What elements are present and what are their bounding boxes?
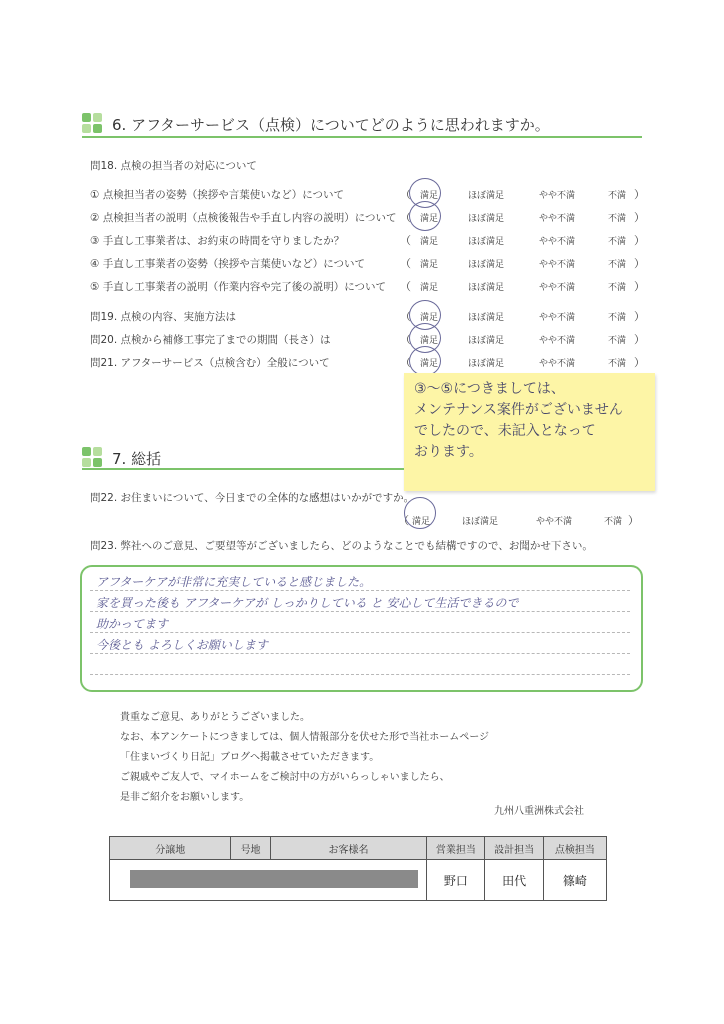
option-satisfied: 満足 (420, 237, 439, 247)
option-somewhat-dissatisfied: やや不満 (539, 336, 576, 346)
close-paren: ） (634, 280, 645, 293)
option-mostly-satisfied: ほぼ満足 (468, 313, 505, 323)
option-satisfied: 満足 (420, 359, 439, 369)
q22-close-paren: ） (628, 514, 639, 527)
rating-question-label: ① 点検担当者の姿勢（挨拶や言葉使いなど）について (90, 189, 345, 201)
close-paren: ） (634, 257, 645, 270)
option-mostly-satisfied: ほぼ満足 (468, 237, 505, 247)
closing-line: ご親戚やご友人で、マイホームをご検討中の方がいらっしゃいましたら、 (120, 772, 450, 783)
sales-staff: 野口 (427, 860, 485, 901)
close-paren: ） (634, 333, 645, 346)
closing-line: 「住まいづくり日記」ブログへ掲載させていただきます。 (120, 752, 380, 763)
rating-question-label: 問21. アフターサービス（点検含む）全般について (90, 357, 330, 369)
answer-circle (409, 201, 441, 231)
q22-answer-circle (404, 497, 436, 529)
comment-line: アフターケアが非常に充実していると感じました。 (96, 575, 372, 589)
header-design: 設計担当 (485, 837, 543, 860)
comment-box (80, 565, 643, 692)
open-paren: （ (400, 280, 411, 293)
option-somewhat-dissatisfied: やや不満 (539, 313, 576, 323)
option-satisfied: 満足 (420, 260, 439, 270)
redaction-bar (130, 870, 418, 888)
closing-line: 是非ご紹介をお願いします。 (120, 792, 250, 803)
open-paren: （ (400, 310, 411, 323)
section7-icon (82, 447, 104, 469)
option-satisfied: 満足 (420, 336, 439, 346)
section7-title: 7. 総括 (112, 450, 162, 468)
rating-question-label: 問19. 点検の内容、実施方法は (90, 311, 237, 323)
option-dissatisfied: 不満 (608, 237, 627, 247)
note-line: でしたので、未記入となって (414, 423, 596, 439)
comment-line: 今後とも よろしくお願いします (96, 638, 268, 652)
closing-message (120, 708, 489, 808)
option-satisfied: 満足 (420, 283, 439, 293)
rating-question-label: ③ 手直し工事業者は、お約束の時間を守りましたか？ (90, 235, 345, 247)
open-paren: （ (400, 356, 411, 369)
q22-open-paren: （ (398, 514, 409, 527)
section6-icon (82, 113, 104, 135)
header-sales: 営業担当 (427, 837, 485, 860)
closing-line: なお、本アンケートにつきましては、個人情報部分を伏せた形で当社ホームページ (120, 732, 489, 743)
q22-option-somewhat-dissatisfied: やや不満 (536, 517, 573, 527)
open-paren: （ (400, 257, 411, 270)
redacted-customer-info (110, 860, 427, 901)
option-mostly-satisfied: ほぼ満足 (468, 260, 505, 270)
option-mostly-satisfied: ほぼ満足 (468, 214, 505, 224)
option-mostly-satisfied: ほぼ満足 (468, 191, 505, 201)
sticky-note (404, 373, 655, 491)
section7-divider (82, 468, 404, 470)
option-dissatisfied: 不満 (608, 313, 627, 323)
option-dissatisfied: 不満 (608, 214, 627, 224)
option-dissatisfied: 不満 (608, 283, 627, 293)
close-paren: ） (634, 310, 645, 323)
close-paren: ） (634, 234, 645, 247)
option-dissatisfied: 不満 (608, 336, 627, 346)
q22-option-mostly-satisfied: ほぼ満足 (462, 517, 499, 527)
closing-line: 貴重なご意見、ありがとうございました。 (120, 712, 310, 723)
option-dissatisfied: 不満 (608, 260, 627, 270)
option-somewhat-dissatisfied: やや不満 (539, 260, 576, 270)
header-lot: 分譲地 (110, 837, 231, 860)
option-satisfied: 満足 (420, 214, 439, 224)
question-18: 問18. 点検の担当者の対応について (90, 160, 257, 172)
note-line: ③～⑤につきましては、 (414, 381, 565, 397)
close-paren: ） (634, 356, 645, 369)
option-somewhat-dissatisfied: やや不満 (539, 191, 576, 201)
header-lot-number: 号地 (231, 837, 270, 860)
option-dissatisfied: 不満 (608, 191, 627, 201)
note-line: メンテナンス案件がございません (414, 402, 623, 418)
open-paren: （ (400, 333, 411, 346)
close-paren: ） (634, 211, 645, 224)
header-inspection: 点検担当 (543, 837, 606, 860)
comment-line: 助かってます (96, 617, 169, 631)
open-paren: （ (400, 234, 411, 247)
rating-question-label: ⑤ 手直し工事業者の説明（作業内容や完了後の説明）について (90, 281, 387, 293)
open-paren: （ (400, 188, 411, 201)
section6-title: 6. アフターサービス（点検）についてどのように思われますか。 (112, 116, 550, 134)
rating-question-label: 問20. 点検から補修工事完了までの期間（長さ）は (90, 334, 331, 346)
comment-line: 家を買った後も アフターケアが しっかりしている と 安心して生活できるので (96, 596, 519, 610)
inspection-staff: 篠崎 (543, 860, 606, 901)
option-somewhat-dissatisfied: やや不満 (539, 214, 576, 224)
option-satisfied: 満足 (420, 313, 439, 323)
note-line: おります。 (414, 444, 483, 460)
option-somewhat-dissatisfied: やや不満 (539, 237, 576, 247)
company-name: 九州八重洲株式会社 (494, 806, 584, 817)
option-somewhat-dissatisfied: やや不満 (539, 283, 576, 293)
option-satisfied: 満足 (420, 191, 439, 201)
header-customer-name: お客様名 (270, 837, 427, 860)
option-somewhat-dissatisfied: やや不満 (539, 359, 576, 369)
option-mostly-satisfied: ほぼ満足 (468, 283, 505, 293)
question-23: 問23. 弊社へのご意見、ご要望等がございましたら、どのようなことでも結構ですので、お聞かせ下さい。 (90, 540, 593, 552)
rating-question-label: ④ 手直し工事業者の姿勢（挨拶や言葉使いなど）について (90, 258, 366, 270)
close-paren: ） (634, 188, 645, 201)
option-dissatisfied: 不満 (608, 359, 627, 369)
option-mostly-satisfied: ほぼ満足 (468, 359, 505, 369)
option-mostly-satisfied: ほぼ満足 (468, 336, 505, 346)
design-staff: 田代 (485, 860, 543, 901)
open-paren: （ (400, 211, 411, 224)
q22-option-satisfied: 満足 (412, 517, 431, 527)
rating-question-label: ② 点検担当者の説明（点検後報告や手直し内容の説明）について (90, 212, 397, 224)
section6-divider (82, 136, 642, 138)
question-22: 問22. お住まいについて、今日までの全体的な感想はいかがですか。 (90, 492, 415, 504)
answer-circle (409, 346, 441, 376)
staff-table (109, 836, 607, 901)
q22-option-dissatisfied: 不満 (604, 517, 623, 527)
